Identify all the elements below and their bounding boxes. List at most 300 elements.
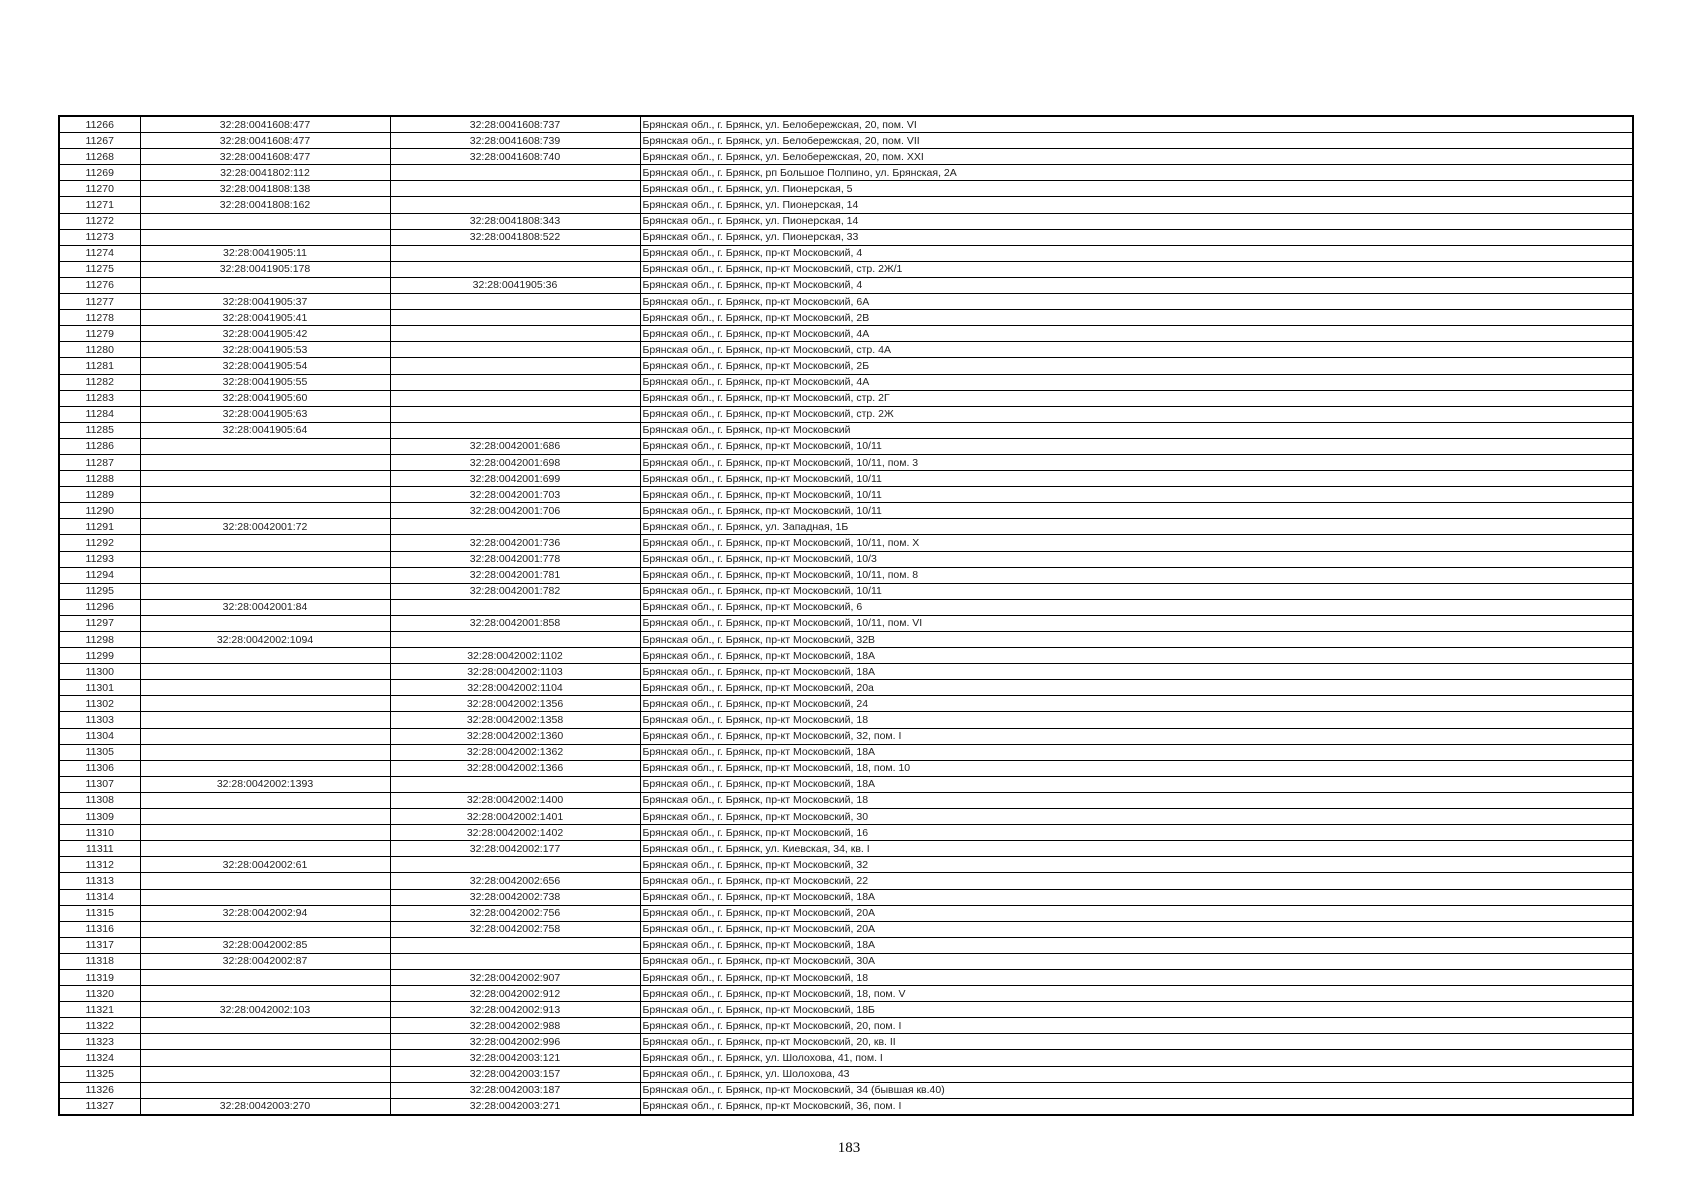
row-number-cell: 11319 — [59, 969, 140, 985]
parcel-cadastral-number-cell — [140, 1018, 390, 1034]
address-cell: Брянская обл., г. Брянск, пр-кт Московский, 32, пом. I — [640, 728, 1633, 744]
parcel-cadastral-number-cell — [140, 664, 390, 680]
row-number-cell: 11275 — [59, 261, 140, 277]
row-number-cell: 11315 — [59, 905, 140, 921]
row-number-cell: 11323 — [59, 1034, 140, 1050]
address-cell: Брянская обл., г. Брянск, ул. Западная, 1Б — [640, 519, 1633, 535]
table-row — [59, 374, 1633, 390]
object-cadastral-number-cell — [390, 374, 640, 390]
table-row — [59, 229, 1633, 245]
table-row — [59, 454, 1633, 470]
table-row — [59, 841, 1633, 857]
address-cell: Брянская обл., г. Брянск, пр-кт Московский, 18А — [640, 937, 1633, 953]
registry-table — [58, 115, 1634, 1116]
address-cell: Брянская обл., г. Брянск, пр-кт Московский, стр. 2Ж/1 — [640, 261, 1633, 277]
parcel-cadastral-number-cell: 32:28:0042002:87 — [140, 953, 390, 969]
address-cell: Брянская обл., г. Брянск, пр-кт Московский, 10/3 — [640, 551, 1633, 567]
row-number-cell: 11270 — [59, 181, 140, 197]
object-cadastral-number-cell: 32:28:0042002:996 — [390, 1034, 640, 1050]
address-cell: Брянская обл., г. Брянск, пр-кт Московский, 20, пом. I — [640, 1018, 1633, 1034]
object-cadastral-number-cell: 32:28:0042002:1358 — [390, 712, 640, 728]
address-cell: Брянская обл., г. Брянск, ул. Киевская, 34, кв. I — [640, 841, 1633, 857]
table-row — [59, 664, 1633, 680]
parcel-cadastral-number-cell: 32:28:0041905:42 — [140, 326, 390, 342]
table-row — [59, 873, 1633, 889]
table-row — [59, 358, 1633, 374]
row-number-cell: 11310 — [59, 825, 140, 841]
row-number-cell: 11301 — [59, 680, 140, 696]
address-cell: Брянская обл., г. Брянск, пр-кт Московский, стр. 2Г — [640, 390, 1633, 406]
object-cadastral-number-cell: 32:28:0042002:1104 — [390, 680, 640, 696]
address-cell: Брянская обл., г. Брянск, ул. Пионерская, 14 — [640, 197, 1633, 213]
table-row — [59, 615, 1633, 631]
address-cell: Брянская обл., г. Брянск, пр-кт Московский, 18А — [640, 744, 1633, 760]
row-number-cell: 11318 — [59, 953, 140, 969]
address-cell: Брянская обл., г. Брянск, пр-кт Московский, 20, кв. II — [640, 1034, 1633, 1050]
table-row — [59, 857, 1633, 873]
address-cell: Брянская обл., г. Брянск, пр-кт Московский, 10/11 — [640, 583, 1633, 599]
object-cadastral-number-cell: 32:28:0042003:271 — [390, 1098, 640, 1115]
row-number-cell: 11304 — [59, 728, 140, 744]
table-row — [59, 744, 1633, 760]
address-cell: Брянская обл., г. Брянск, пр-кт Московский, 10/11 — [640, 438, 1633, 454]
object-cadastral-number-cell — [390, 358, 640, 374]
parcel-cadastral-number-cell — [140, 277, 390, 293]
object-cadastral-number-cell: 32:28:0042002:177 — [390, 841, 640, 857]
row-number-cell: 11313 — [59, 873, 140, 889]
row-number-cell: 11291 — [59, 519, 140, 535]
table-row — [59, 551, 1633, 567]
object-cadastral-number-cell: 32:28:0041808:343 — [390, 213, 640, 229]
registry-table-container — [58, 115, 1632, 1116]
address-cell: Брянская обл., г. Брянск, ул. Шолохова, 41, пом. I — [640, 1050, 1633, 1066]
row-number-cell: 11306 — [59, 760, 140, 776]
row-number-cell: 11326 — [59, 1082, 140, 1098]
object-cadastral-number-cell: 32:28:0042001:699 — [390, 471, 640, 487]
object-cadastral-number-cell: 32:28:0042002:756 — [390, 905, 640, 921]
address-cell: Брянская обл., г. Брянск, пр-кт Московский, 32 — [640, 857, 1633, 873]
parcel-cadastral-number-cell — [140, 986, 390, 1002]
row-number-cell: 11281 — [59, 358, 140, 374]
object-cadastral-number-cell — [390, 326, 640, 342]
address-cell: Брянская обл., г. Брянск, пр-кт Московский, 18 — [640, 792, 1633, 808]
row-number-cell: 11302 — [59, 696, 140, 712]
address-cell: Брянская обл., г. Брянск, пр-кт Московский, 10/11, пом. 8 — [640, 567, 1633, 583]
object-cadastral-number-cell: 32:28:0042002:1402 — [390, 825, 640, 841]
table-row — [59, 326, 1633, 342]
address-cell: Брянская обл., г. Брянск, ул. Белобережская, 20, пом. VII — [640, 133, 1633, 149]
parcel-cadastral-number-cell — [140, 841, 390, 857]
address-cell: Брянская обл., г. Брянск, пр-кт Московский, 10/11, пом. X — [640, 535, 1633, 551]
row-number-cell: 11286 — [59, 438, 140, 454]
parcel-cadastral-number-cell: 32:28:0041905:55 — [140, 374, 390, 390]
parcel-cadastral-number-cell: 32:28:0042003:270 — [140, 1098, 390, 1115]
parcel-cadastral-number-cell: 32:28:0042001:72 — [140, 519, 390, 535]
table-row — [59, 519, 1633, 535]
row-number-cell: 11321 — [59, 1002, 140, 1018]
address-cell: Брянская обл., г. Брянск, пр-кт Московский, 36, пом. I — [640, 1098, 1633, 1115]
address-cell: Брянская обл., г. Брянск, пр-кт Московский, 18А — [640, 664, 1633, 680]
parcel-cadastral-number-cell: 32:28:0041905:178 — [140, 261, 390, 277]
table-row — [59, 390, 1633, 406]
table-row — [59, 1034, 1633, 1050]
row-number-cell: 11296 — [59, 599, 140, 615]
table-row — [59, 422, 1633, 438]
parcel-cadastral-number-cell: 32:28:0041905:54 — [140, 358, 390, 374]
address-cell: Брянская обл., г. Брянск, пр-кт Московский, 6А — [640, 294, 1633, 310]
parcel-cadastral-number-cell: 32:28:0042002:94 — [140, 905, 390, 921]
object-cadastral-number-cell — [390, 519, 640, 535]
parcel-cadastral-number-cell: 32:28:0041608:477 — [140, 116, 390, 133]
address-cell: Брянская обл., г. Брянск, пр-кт Московский, 18 — [640, 969, 1633, 985]
table-row — [59, 535, 1633, 551]
object-cadastral-number-cell — [390, 406, 640, 422]
parcel-cadastral-number-cell — [140, 760, 390, 776]
address-cell: Брянская обл., г. Брянск, ул. Пионерская, 5 — [640, 181, 1633, 197]
object-cadastral-number-cell: 32:28:0042002:1356 — [390, 696, 640, 712]
object-cadastral-number-cell: 32:28:0042003:187 — [390, 1082, 640, 1098]
parcel-cadastral-number-cell: 32:28:0041808:162 — [140, 197, 390, 213]
row-number-cell: 11273 — [59, 229, 140, 245]
object-cadastral-number-cell: 32:28:0042001:858 — [390, 615, 640, 631]
table-row — [59, 809, 1633, 825]
parcel-cadastral-number-cell — [140, 1082, 390, 1098]
table-row — [59, 599, 1633, 615]
address-cell: Брянская обл., г. Брянск, пр-кт Московский, 30А — [640, 953, 1633, 969]
parcel-cadastral-number-cell — [140, 551, 390, 567]
address-cell: Брянская обл., г. Брянск, пр-кт Московский, 20а — [640, 680, 1633, 696]
parcel-cadastral-number-cell — [140, 921, 390, 937]
row-number-cell: 11277 — [59, 294, 140, 310]
parcel-cadastral-number-cell — [140, 487, 390, 503]
parcel-cadastral-number-cell: 32:28:0042002:85 — [140, 937, 390, 953]
row-number-cell: 11288 — [59, 471, 140, 487]
address-cell: Брянская обл., г. Брянск, пр-кт Московский, 20А — [640, 921, 1633, 937]
row-number-cell: 11309 — [59, 809, 140, 825]
address-cell: Брянская обл., г. Брянск, пр-кт Московский, 2Б — [640, 358, 1633, 374]
parcel-cadastral-number-cell: 32:28:0041905:53 — [140, 342, 390, 358]
table-row — [59, 471, 1633, 487]
row-number-cell: 11290 — [59, 503, 140, 519]
object-cadastral-number-cell — [390, 937, 640, 953]
address-cell: Брянская обл., г. Брянск, пр-кт Московский, 10/11 — [640, 487, 1633, 503]
address-cell: Брянская обл., г. Брянск, пр-кт Московский, 10/11 — [640, 503, 1633, 519]
object-cadastral-number-cell — [390, 261, 640, 277]
row-number-cell: 11282 — [59, 374, 140, 390]
address-cell: Брянская обл., г. Брянск, рп Большое Полпино, ул. Брянская, 2А — [640, 165, 1633, 181]
parcel-cadastral-number-cell: 32:28:0041808:138 — [140, 181, 390, 197]
table-row — [59, 648, 1633, 664]
table-row — [59, 825, 1633, 841]
object-cadastral-number-cell: 32:28:0042002:913 — [390, 1002, 640, 1018]
parcel-cadastral-number-cell: 32:28:0042001:84 — [140, 599, 390, 615]
row-number-cell: 11272 — [59, 213, 140, 229]
row-number-cell: 11269 — [59, 165, 140, 181]
object-cadastral-number-cell: 32:28:0042003:157 — [390, 1066, 640, 1082]
parcel-cadastral-number-cell — [140, 792, 390, 808]
row-number-cell: 11271 — [59, 197, 140, 213]
address-cell: Брянская обл., г. Брянск, пр-кт Московский, 4 — [640, 277, 1633, 293]
page-number: 183 — [837, 1140, 861, 1156]
object-cadastral-number-cell — [390, 857, 640, 873]
parcel-cadastral-number-cell — [140, 696, 390, 712]
object-cadastral-number-cell: 32:28:0042002:758 — [390, 921, 640, 937]
object-cadastral-number-cell: 32:28:0041608:740 — [390, 149, 640, 165]
table-row — [59, 986, 1633, 1002]
parcel-cadastral-number-cell: 32:28:0042002:103 — [140, 1002, 390, 1018]
object-cadastral-number-cell: 32:28:0042002:1102 — [390, 648, 640, 664]
table-row — [59, 1082, 1633, 1098]
address-cell: Брянская обл., г. Брянск, пр-кт Московский, 18А — [640, 648, 1633, 664]
object-cadastral-number-cell: 32:28:0042001:782 — [390, 583, 640, 599]
object-cadastral-number-cell — [390, 422, 640, 438]
address-cell: Брянская обл., г. Брянск, ул. Пионерская, 14 — [640, 213, 1633, 229]
table-row — [59, 213, 1633, 229]
table-row — [59, 181, 1633, 197]
object-cadastral-number-cell: 32:28:0042001:686 — [390, 438, 640, 454]
registry-table-body — [59, 116, 1633, 1115]
object-cadastral-number-cell: 32:28:0042002:1360 — [390, 728, 640, 744]
table-row — [59, 1098, 1633, 1115]
object-cadastral-number-cell — [390, 197, 640, 213]
row-number-cell: 11303 — [59, 712, 140, 728]
object-cadastral-number-cell: 32:28:0042002:1401 — [390, 809, 640, 825]
parcel-cadastral-number-cell — [140, 454, 390, 470]
table-row — [59, 1066, 1633, 1082]
row-number-cell: 11322 — [59, 1018, 140, 1034]
table-row — [59, 1050, 1633, 1066]
row-number-cell: 11293 — [59, 551, 140, 567]
parcel-cadastral-number-cell: 32:28:0041802:112 — [140, 165, 390, 181]
parcel-cadastral-number-cell: 32:28:0042002:61 — [140, 857, 390, 873]
object-cadastral-number-cell: 32:28:0042001:703 — [390, 487, 640, 503]
object-cadastral-number-cell: 32:28:0041608:737 — [390, 116, 640, 133]
row-number-cell: 11299 — [59, 648, 140, 664]
table-row — [59, 294, 1633, 310]
address-cell: Брянская обл., г. Брянск, пр-кт Московский, 6 — [640, 599, 1633, 615]
table-row — [59, 792, 1633, 808]
table-row — [59, 487, 1633, 503]
address-cell: Брянская обл., г. Брянск, пр-кт Московский, 4А — [640, 374, 1633, 390]
address-cell: Брянская обл., г. Брянск, пр-кт Московский, 24 — [640, 696, 1633, 712]
table-row — [59, 937, 1633, 953]
object-cadastral-number-cell: 32:28:0042002:988 — [390, 1018, 640, 1034]
address-cell: Брянская обл., г. Брянск, пр-кт Московский, 16 — [640, 825, 1633, 841]
parcel-cadastral-number-cell — [140, 680, 390, 696]
address-cell: Брянская обл., г. Брянск, пр-кт Московский, 10/11 — [640, 471, 1633, 487]
address-cell: Брянская обл., г. Брянск, пр-кт Московский, стр. 4А — [640, 342, 1633, 358]
table-row — [59, 889, 1633, 905]
address-cell: Брянская обл., г. Брянск, пр-кт Московский, 18 — [640, 712, 1633, 728]
parcel-cadastral-number-cell — [140, 728, 390, 744]
address-cell: Брянская обл., г. Брянск, ул. Белобережская, 20, пом. XXI — [640, 149, 1633, 165]
table-row — [59, 149, 1633, 165]
table-row — [59, 712, 1633, 728]
address-cell: Брянская обл., г. Брянск, пр-кт Московский, 34 (бывшая кв.40) — [640, 1082, 1633, 1098]
address-cell: Брянская обл., г. Брянск, пр-кт Московский, 18Б — [640, 1002, 1633, 1018]
object-cadastral-number-cell: 32:28:0042001:706 — [390, 503, 640, 519]
object-cadastral-number-cell — [390, 342, 640, 358]
object-cadastral-number-cell — [390, 953, 640, 969]
table-row — [59, 310, 1633, 326]
table-row — [59, 197, 1633, 213]
object-cadastral-number-cell: 32:28:0042001:698 — [390, 454, 640, 470]
parcel-cadastral-number-cell — [140, 535, 390, 551]
table-row — [59, 921, 1633, 937]
parcel-cadastral-number-cell: 32:28:0041608:477 — [140, 133, 390, 149]
address-cell: Брянская обл., г. Брянск, пр-кт Московский, 18А — [640, 889, 1633, 905]
row-number-cell: 11285 — [59, 422, 140, 438]
table-row — [59, 342, 1633, 358]
object-cadastral-number-cell: 32:28:0042002:1103 — [390, 664, 640, 680]
row-number-cell: 11266 — [59, 116, 140, 133]
object-cadastral-number-cell: 32:28:0042002:912 — [390, 986, 640, 1002]
parcel-cadastral-number-cell — [140, 567, 390, 583]
table-row — [59, 261, 1633, 277]
table-row — [59, 133, 1633, 149]
object-cadastral-number-cell — [390, 245, 640, 261]
parcel-cadastral-number-cell — [140, 1066, 390, 1082]
row-number-cell: 11311 — [59, 841, 140, 857]
row-number-cell: 11298 — [59, 632, 140, 648]
row-number-cell: 11314 — [59, 889, 140, 905]
row-number-cell: 11267 — [59, 133, 140, 149]
row-number-cell: 11268 — [59, 149, 140, 165]
parcel-cadastral-number-cell — [140, 229, 390, 245]
table-row — [59, 760, 1633, 776]
address-cell: Брянская обл., г. Брянск, пр-кт Московский, 22 — [640, 873, 1633, 889]
row-number-cell: 11327 — [59, 1098, 140, 1115]
row-number-cell: 11295 — [59, 583, 140, 599]
address-cell: Брянская обл., г. Брянск, пр-кт Московский, 4А — [640, 326, 1633, 342]
parcel-cadastral-number-cell — [140, 873, 390, 889]
object-cadastral-number-cell: 32:28:0042001:781 — [390, 567, 640, 583]
parcel-cadastral-number-cell — [140, 213, 390, 229]
parcel-cadastral-number-cell — [140, 471, 390, 487]
object-cadastral-number-cell — [390, 165, 640, 181]
row-number-cell: 11300 — [59, 664, 140, 680]
object-cadastral-number-cell: 32:28:0041905:36 — [390, 277, 640, 293]
parcel-cadastral-number-cell — [140, 648, 390, 664]
row-number-cell: 11307 — [59, 776, 140, 792]
row-number-cell: 11274 — [59, 245, 140, 261]
table-row — [59, 953, 1633, 969]
parcel-cadastral-number-cell — [140, 503, 390, 519]
table-row — [59, 583, 1633, 599]
table-row — [59, 277, 1633, 293]
row-number-cell: 11317 — [59, 937, 140, 953]
object-cadastral-number-cell — [390, 294, 640, 310]
table-row — [59, 728, 1633, 744]
address-cell: Брянская обл., г. Брянск, пр-кт Московский, стр. 2Ж — [640, 406, 1633, 422]
parcel-cadastral-number-cell — [140, 712, 390, 728]
parcel-cadastral-number-cell — [140, 583, 390, 599]
address-cell: Брянская обл., г. Брянск, пр-кт Московский, 2В — [640, 310, 1633, 326]
parcel-cadastral-number-cell: 32:28:0041905:37 — [140, 294, 390, 310]
address-cell: Брянская обл., г. Брянск, пр-кт Московский, 18А — [640, 776, 1633, 792]
row-number-cell: 11324 — [59, 1050, 140, 1066]
table-row — [59, 632, 1633, 648]
row-number-cell: 11320 — [59, 986, 140, 1002]
table-row — [59, 776, 1633, 792]
row-number-cell: 11325 — [59, 1066, 140, 1082]
row-number-cell: 11279 — [59, 326, 140, 342]
table-row — [59, 245, 1633, 261]
parcel-cadastral-number-cell — [140, 438, 390, 454]
table-row — [59, 116, 1633, 133]
object-cadastral-number-cell: 32:28:0042002:1400 — [390, 792, 640, 808]
address-cell: Брянская обл., г. Брянск, пр-кт Московский, 30 — [640, 809, 1633, 825]
row-number-cell: 11312 — [59, 857, 140, 873]
address-cell: Брянская обл., г. Брянск, пр-кт Московский, 20А — [640, 905, 1633, 921]
parcel-cadastral-number-cell: 32:28:0041905:41 — [140, 310, 390, 326]
object-cadastral-number-cell — [390, 390, 640, 406]
object-cadastral-number-cell: 32:28:0041608:739 — [390, 133, 640, 149]
row-number-cell: 11308 — [59, 792, 140, 808]
row-number-cell: 11287 — [59, 454, 140, 470]
object-cadastral-number-cell: 32:28:0042002:656 — [390, 873, 640, 889]
address-cell: Брянская обл., г. Брянск, пр-кт Московский, 10/11, пом. VI — [640, 615, 1633, 631]
object-cadastral-number-cell: 32:28:0041808:522 — [390, 229, 640, 245]
object-cadastral-number-cell — [390, 310, 640, 326]
parcel-cadastral-number-cell — [140, 1034, 390, 1050]
table-row — [59, 438, 1633, 454]
address-cell: Брянская обл., г. Брянск, пр-кт Московский, 4 — [640, 245, 1633, 261]
row-number-cell: 11283 — [59, 390, 140, 406]
parcel-cadastral-number-cell: 32:28:0041905:60 — [140, 390, 390, 406]
parcel-cadastral-number-cell — [140, 969, 390, 985]
address-cell: Брянская обл., г. Брянск, ул. Пионерская, 33 — [640, 229, 1633, 245]
object-cadastral-number-cell — [390, 599, 640, 615]
row-number-cell: 11280 — [59, 342, 140, 358]
parcel-cadastral-number-cell — [140, 615, 390, 631]
table-row — [59, 165, 1633, 181]
parcel-cadastral-number-cell: 32:28:0041905:11 — [140, 245, 390, 261]
object-cadastral-number-cell: 32:28:0042002:1366 — [390, 760, 640, 776]
row-number-cell: 11292 — [59, 535, 140, 551]
table-row — [59, 503, 1633, 519]
parcel-cadastral-number-cell: 32:28:0042002:1393 — [140, 776, 390, 792]
object-cadastral-number-cell: 32:28:0042001:778 — [390, 551, 640, 567]
row-number-cell: 11294 — [59, 567, 140, 583]
row-number-cell: 11297 — [59, 615, 140, 631]
row-number-cell: 11305 — [59, 744, 140, 760]
row-number-cell: 11289 — [59, 487, 140, 503]
address-cell: Брянская обл., г. Брянск, ул. Белобережская, 20, пом. VI — [640, 116, 1633, 133]
table-row — [59, 680, 1633, 696]
table-row — [59, 696, 1633, 712]
parcel-cadastral-number-cell — [140, 744, 390, 760]
object-cadastral-number-cell: 32:28:0042002:1362 — [390, 744, 640, 760]
row-number-cell: 11284 — [59, 406, 140, 422]
object-cadastral-number-cell — [390, 632, 640, 648]
row-number-cell: 11278 — [59, 310, 140, 326]
parcel-cadastral-number-cell: 32:28:0041608:477 — [140, 149, 390, 165]
address-cell: Брянская обл., г. Брянск, пр-кт Московский, 18, пом. 10 — [640, 760, 1633, 776]
parcel-cadastral-number-cell: 32:28:0042002:1094 — [140, 632, 390, 648]
table-row — [59, 1018, 1633, 1034]
parcel-cadastral-number-cell — [140, 809, 390, 825]
parcel-cadastral-number-cell: 32:28:0041905:63 — [140, 406, 390, 422]
object-cadastral-number-cell: 32:28:0042001:736 — [390, 535, 640, 551]
table-row — [59, 406, 1633, 422]
address-cell: Брянская обл., г. Брянск, пр-кт Московский, 10/11, пом. 3 — [640, 454, 1633, 470]
table-row — [59, 1002, 1633, 1018]
object-cadastral-number-cell — [390, 181, 640, 197]
row-number-cell: 11276 — [59, 277, 140, 293]
table-row — [59, 969, 1633, 985]
parcel-cadastral-number-cell: 32:28:0041905:64 — [140, 422, 390, 438]
